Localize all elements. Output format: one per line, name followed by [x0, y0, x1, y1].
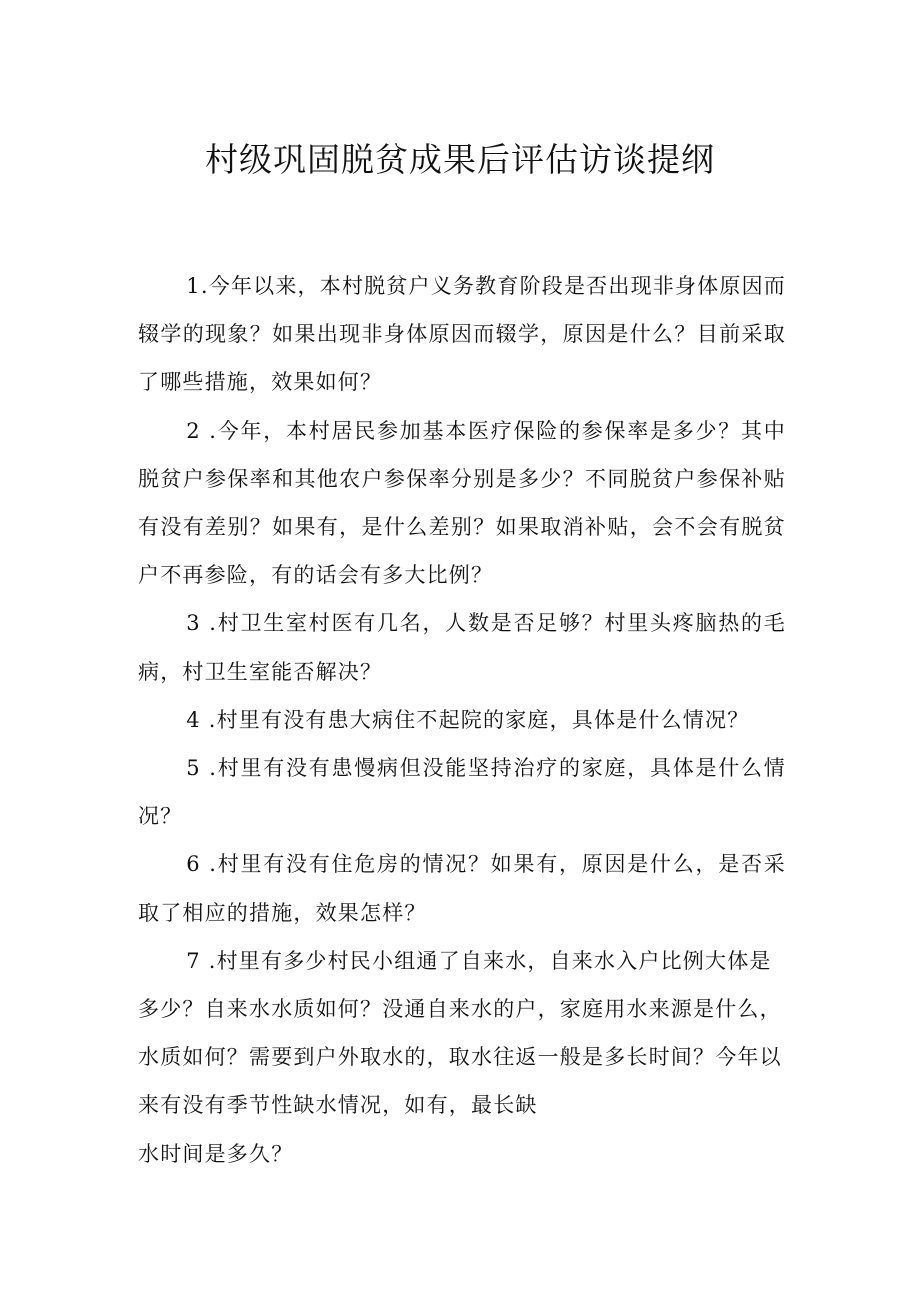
document-title: 村级巩固脱贫成果后评估访谈提纲 [205, 140, 715, 179]
paragraph-item-7-continuation: 水时间是多久？ [138, 1141, 294, 1166]
document-body [138, 262, 786, 1178]
paragraph-item-4: 4 .村里有没有患大病住不起院的家庭，具体是什么情况？ [186, 707, 750, 732]
paragraph-item-5: 5 .村里有没有患慢病但没能坚持治疗的家庭，具体是什么情况？ [138, 756, 786, 829]
paragraph-item-1: 1.今年以来，本村脱贫户义务教育阶段是否出现非身体原因而辍学的现象？如果出现非身体原因而辍学，原因是什么？目前采取了哪些措施，效果如何？ [138, 274, 786, 395]
paragraph-item-2: 2 .今年，本村居民参加基本医疗保险的参保率是多少？其中脱贫户参保率和其他农户参保率分别是多少？不同脱贫户参保补贴有没有差别？如果有，是什么差别？如果取消补贴，会不会有脱贫户不再参险，有的话会有多大比例？ [138, 418, 786, 588]
paragraph-item-6: 6 .村里有没有住危房的情况？如果有，原因是什么，是否采取了相应的措施，效果怎样？ [138, 852, 786, 925]
paragraph-item-3: 3 .村卫生室村医有几名，人数是否足够？村里头疼脑热的毛病，村卫生室能否解决？ [138, 611, 786, 684]
paragraph-item-7: 7 .村里有多少村民小组通了自来水，自来水入户比例大体是多少？自来水水质如何？没通自来水的户，家庭用水来源是什么，水质如何？需要到户外取水的，取水往返一般是多长时间？今年以来有没有季节性缺水情况，如有，最长缺 [138, 948, 782, 1118]
